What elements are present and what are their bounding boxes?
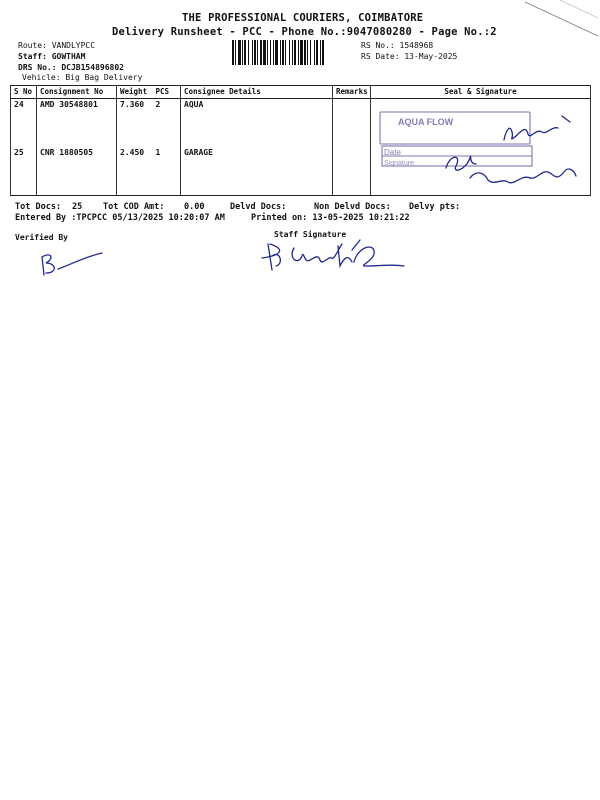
stamp-name: AQUA FLOW xyxy=(398,117,454,127)
cell-remarks xyxy=(333,147,371,196)
header-sno: S No xyxy=(11,86,37,99)
table-header-row xyxy=(11,86,591,99)
route-label: Route: VANDLYPCC xyxy=(18,41,96,50)
header-seal-signature: Seal & Signature xyxy=(371,86,591,99)
cell-sno: 24 xyxy=(11,99,37,148)
entered-by: Entered By :TPCPCC 05/13/2025 10:20:07 AM xyxy=(15,213,225,223)
rs-number: RS No.: 1548968 xyxy=(361,41,434,50)
receiver-signature xyxy=(446,116,576,183)
printed-on: Printed on: 13-05-2025 10:21:22 xyxy=(251,213,410,223)
verified-by-signature xyxy=(36,245,106,279)
rs-date: RS Date: 13-May-2025 xyxy=(361,52,458,61)
delivery-points-label: Delvy pts: xyxy=(409,202,461,212)
cell-remarks xyxy=(333,99,371,148)
barcode xyxy=(232,40,354,65)
vehicle-label: Vehicle: Big Bag Delivery xyxy=(22,73,143,82)
total-docs-value: 25 xyxy=(72,202,83,212)
cell-pcs: 1 xyxy=(153,147,181,196)
header-pcs: PCS xyxy=(153,86,181,99)
page-corner-lines xyxy=(520,0,600,40)
drs-number: DRS No.: DCJB154896802 xyxy=(18,63,124,72)
company-stamp xyxy=(376,108,590,198)
staff-signature-label: Staff Signature xyxy=(274,230,347,239)
cell-consignee: AQUA xyxy=(181,99,333,148)
header-consignee: Consignee Details xyxy=(181,86,333,99)
header-weight: Weight xyxy=(117,86,153,99)
header-remarks: Remarks xyxy=(333,86,371,99)
stamp-signature-label: Signature xyxy=(384,160,414,167)
cell-pcs: 2 xyxy=(153,99,181,148)
total-cod-label: Tot COD Amt: xyxy=(103,202,165,212)
total-cod-value: 0.00 xyxy=(184,202,205,212)
cell-sno: 25 xyxy=(11,147,37,196)
stamp-date-label: Date xyxy=(384,148,401,157)
runsheet-subtitle: Delivery Runsheet - PCC - Phone No.:9047080280 - Page No.:2 xyxy=(112,26,497,38)
cell-consignment: CNR 1880505 xyxy=(37,147,117,196)
verified-by-label: Verified By xyxy=(15,233,68,242)
non-delivered-docs-label: Non Delvd Docs: xyxy=(314,202,391,212)
cell-consignee: GARAGE xyxy=(181,147,333,196)
company-title: THE PROFESSIONAL COURIERS, COIMBATORE xyxy=(182,12,424,24)
cell-weight: 7.360 xyxy=(117,99,153,148)
staff-label: Staff: GOWTHAM xyxy=(18,52,86,61)
header-consignment: Consignment No xyxy=(37,86,117,99)
total-docs-label: Tot Docs: xyxy=(15,202,62,212)
staff-signature xyxy=(258,236,408,276)
cell-consignment: AMD 30548801 xyxy=(37,99,117,148)
delivered-docs-label: Delvd Docs: xyxy=(230,202,287,212)
cell-weight: 2.450 xyxy=(117,147,153,196)
